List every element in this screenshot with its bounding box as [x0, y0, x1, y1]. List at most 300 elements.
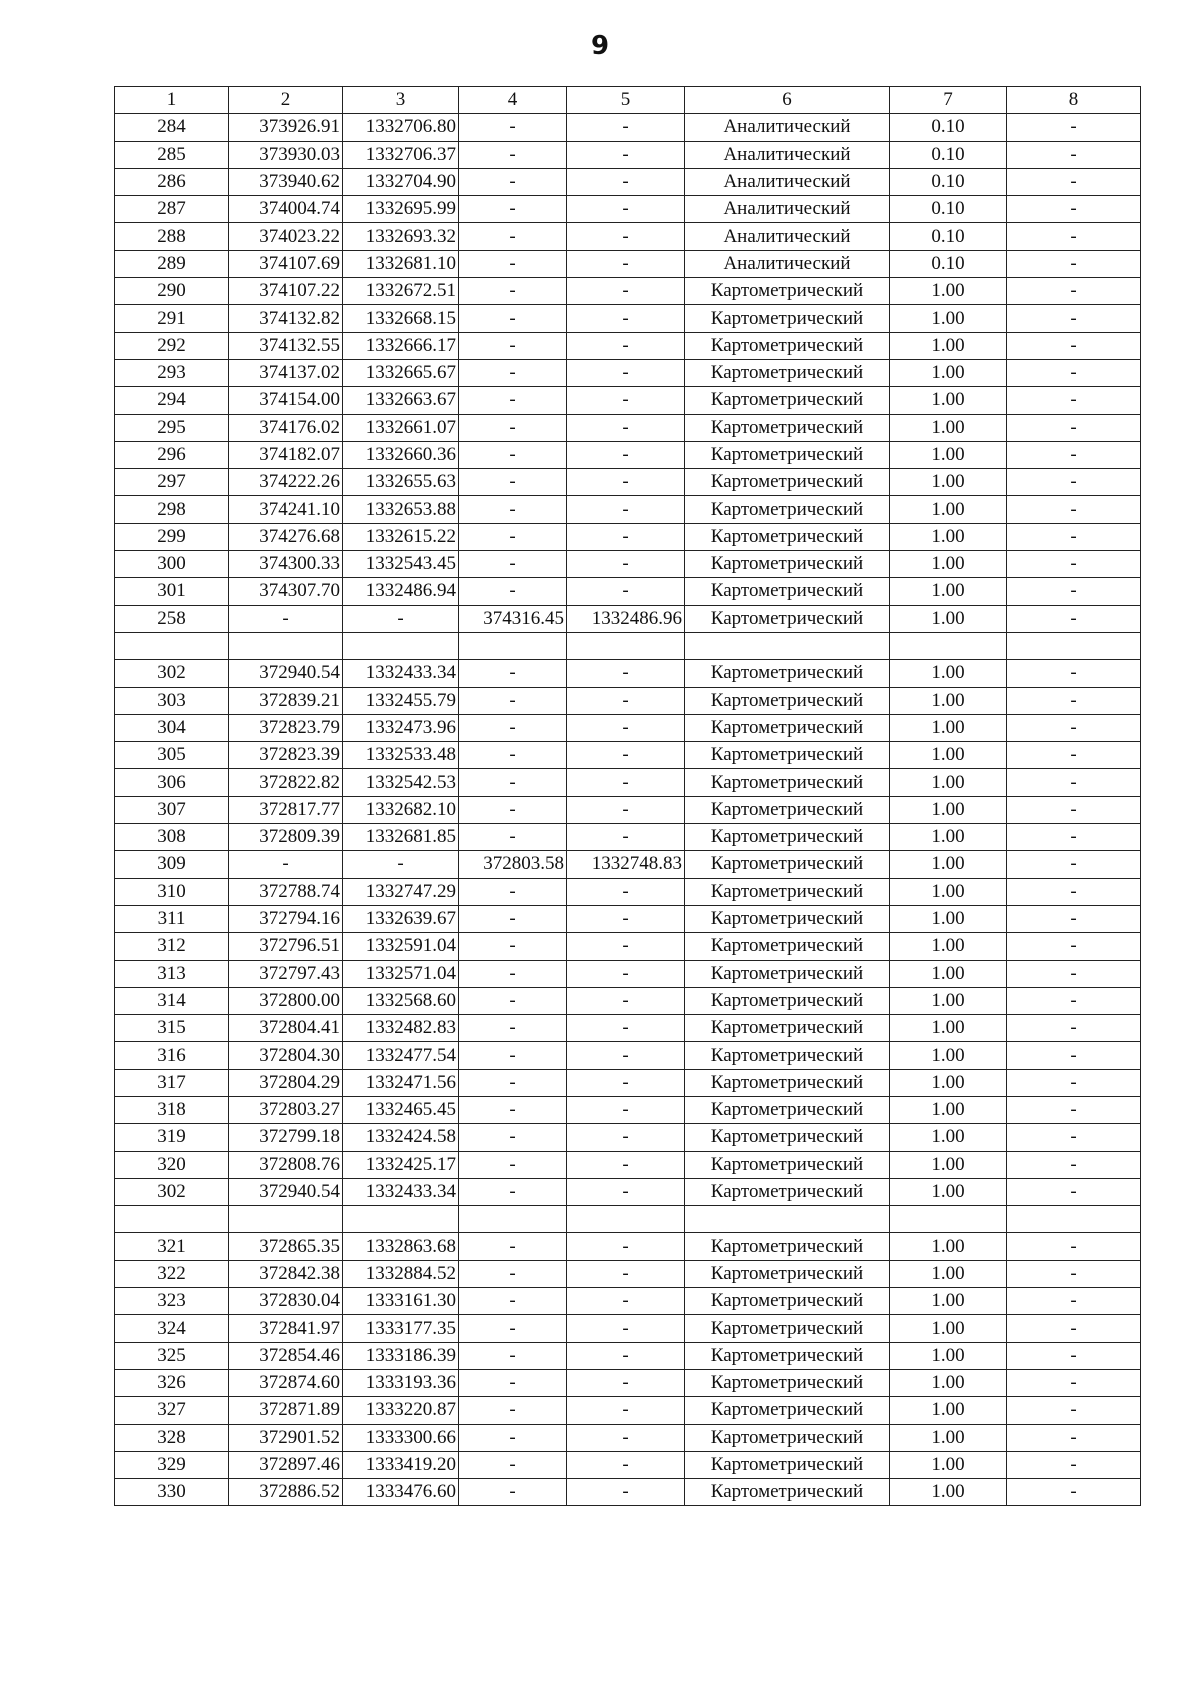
table-cell: 372817.77: [229, 796, 343, 823]
table-cell: 309: [115, 851, 229, 878]
table-cell: 1332543.45: [343, 551, 459, 578]
table-row: [115, 1342, 1141, 1369]
table-cell: 1333300.66: [343, 1424, 459, 1451]
table-cell: 1.00: [890, 605, 1007, 632]
table-cell: Картометрический: [685, 523, 890, 550]
table-cell: 1332748.83: [567, 851, 685, 878]
table-row: [115, 796, 1141, 823]
table-cell: 1332660.36: [343, 441, 459, 468]
table-cell: 374023.22: [229, 223, 343, 250]
table-cell: -: [459, 1479, 567, 1506]
table-cell: 1.00: [890, 1151, 1007, 1178]
table-cell: 330: [115, 1479, 229, 1506]
table-cell: -: [1007, 1424, 1141, 1451]
table-cell: -: [567, 960, 685, 987]
table-cell: 372808.76: [229, 1151, 343, 1178]
table-cell: 1.00: [890, 1315, 1007, 1342]
table-cell: 301: [115, 578, 229, 605]
table-row: [115, 687, 1141, 714]
table-cell: -: [567, 1315, 685, 1342]
table-cell: Аналитический: [685, 250, 890, 277]
table-cell: -: [1007, 1178, 1141, 1205]
table-row: [115, 769, 1141, 796]
table-row: [115, 1315, 1141, 1342]
table-cell: 1332863.68: [343, 1233, 459, 1260]
table-cell: 372871.89: [229, 1397, 343, 1424]
table-cell: 374276.68: [229, 523, 343, 550]
table-cell: Картометрический: [685, 305, 890, 332]
table-cell: 311: [115, 905, 229, 932]
table-cell: 322: [115, 1260, 229, 1287]
table-cell: Картометрический: [685, 824, 890, 851]
table-cell: 373926.91: [229, 114, 343, 141]
table-row: [115, 387, 1141, 414]
table-cell: -: [567, 278, 685, 305]
table-cell: 284: [115, 114, 229, 141]
table-row: [115, 168, 1141, 195]
table-cell: 1332665.67: [343, 359, 459, 386]
table-row: [115, 987, 1141, 1014]
table-cell: [229, 632, 343, 659]
table-cell: 1332655.63: [343, 469, 459, 496]
table-cell: 1332533.48: [343, 742, 459, 769]
table-cell: 1332661.07: [343, 414, 459, 441]
table-cell: 286: [115, 168, 229, 195]
table-cell: 1332477.54: [343, 1042, 459, 1069]
table-cell: -: [567, 742, 685, 769]
table-cell: -: [459, 305, 567, 332]
table-cell: -: [343, 851, 459, 878]
table-cell: Картометрический: [685, 1096, 890, 1123]
table-cell: 1332747.29: [343, 878, 459, 905]
table-cell: 1332433.34: [343, 660, 459, 687]
table-cell: 304: [115, 714, 229, 741]
table-cell: -: [459, 250, 567, 277]
table-cell: 1332471.56: [343, 1069, 459, 1096]
table-cell: [685, 1206, 890, 1233]
table-cell: -: [459, 141, 567, 168]
table-cell: 372874.60: [229, 1369, 343, 1396]
table-row: [115, 1233, 1141, 1260]
table-cell: 373940.62: [229, 168, 343, 195]
table-cell: -: [567, 387, 685, 414]
table-cell: Картометрический: [685, 660, 890, 687]
table-cell: 1.00: [890, 496, 1007, 523]
table-cell: 314: [115, 987, 229, 1014]
table-cell: -: [459, 223, 567, 250]
table-cell: -: [1007, 496, 1141, 523]
table-cell: 308: [115, 824, 229, 851]
table-cell: 1.00: [890, 441, 1007, 468]
table-cell: 1.00: [890, 1288, 1007, 1315]
table-cell: [1007, 632, 1141, 659]
table-cell: [685, 632, 890, 659]
table-cell: 374241.10: [229, 496, 343, 523]
table-cell: 300: [115, 551, 229, 578]
table-cell: Картометрический: [685, 1397, 890, 1424]
table-cell: -: [1007, 1369, 1141, 1396]
table-cell: 1.00: [890, 714, 1007, 741]
table-cell: -: [567, 414, 685, 441]
table-cell: [459, 1206, 567, 1233]
table-cell: Аналитический: [685, 168, 890, 195]
table-cell: [343, 1206, 459, 1233]
table-row: [115, 359, 1141, 386]
table-cell: Картометрический: [685, 687, 890, 714]
table-cell: -: [229, 605, 343, 632]
table-cell: -: [1007, 1069, 1141, 1096]
table-cell: [115, 632, 229, 659]
table-cell: 372940.54: [229, 660, 343, 687]
table-cell: 302: [115, 660, 229, 687]
table-cell: 1332465.45: [343, 1096, 459, 1123]
table-cell: 372897.46: [229, 1451, 343, 1478]
table-cell: 290: [115, 278, 229, 305]
table-cell: -: [459, 1342, 567, 1369]
table-cell: 1.00: [890, 1260, 1007, 1287]
table-cell: Картометрический: [685, 742, 890, 769]
table-cell: -: [459, 878, 567, 905]
table-cell: 372839.21: [229, 687, 343, 714]
table-row: [115, 305, 1141, 332]
table-cell: 1.00: [890, 933, 1007, 960]
table-cell: Картометрический: [685, 551, 890, 578]
table-cell: 1333161.30: [343, 1288, 459, 1315]
table-cell: 321: [115, 1233, 229, 1260]
table-cell: -: [459, 987, 567, 1014]
table-cell: 1332486.96: [567, 605, 685, 632]
table-cell: -: [459, 660, 567, 687]
table-cell: 1.00: [890, 1042, 1007, 1069]
table-cell: -: [459, 1424, 567, 1451]
table-cell: -: [459, 1369, 567, 1396]
table-cell: 1.00: [890, 551, 1007, 578]
table-cell: -: [1007, 551, 1141, 578]
table-cell: 295: [115, 414, 229, 441]
table-cell: 1.00: [890, 742, 1007, 769]
column-header: 7: [890, 87, 1007, 114]
table-cell: 0.10: [890, 223, 1007, 250]
table-cell: Картометрический: [685, 1260, 890, 1287]
table-cell: 372809.39: [229, 824, 343, 851]
table-cell: Картометрический: [685, 987, 890, 1014]
table-cell: [229, 1206, 343, 1233]
table-cell: 372803.27: [229, 1096, 343, 1123]
table-cell: -: [459, 1042, 567, 1069]
table-cell: -: [567, 141, 685, 168]
table-cell: -: [459, 578, 567, 605]
table-cell: 372797.43: [229, 960, 343, 987]
table-cell: 293: [115, 359, 229, 386]
table-body: [115, 114, 1141, 1506]
table-cell: 1.00: [890, 905, 1007, 932]
table-cell: -: [1007, 1260, 1141, 1287]
table-cell: -: [567, 1151, 685, 1178]
table-cell: -: [567, 196, 685, 223]
table-cell: Картометрический: [685, 1479, 890, 1506]
table-cell: -: [459, 1015, 567, 1042]
table-cell: 374222.26: [229, 469, 343, 496]
table-cell: 1332681.85: [343, 824, 459, 851]
table-cell: 288: [115, 223, 229, 250]
table-cell: 297: [115, 469, 229, 496]
table-cell: 1332455.79: [343, 687, 459, 714]
table-cell: -: [1007, 332, 1141, 359]
table-cell: 1332482.83: [343, 1015, 459, 1042]
table-cell: 1.00: [890, 414, 1007, 441]
table-cell: 1332653.88: [343, 496, 459, 523]
table-cell: 1.00: [890, 305, 1007, 332]
table-row: [115, 824, 1141, 851]
table-row: [115, 1151, 1141, 1178]
table-cell: -: [459, 496, 567, 523]
table-row: [115, 250, 1141, 277]
table-cell: Картометрический: [685, 1069, 890, 1096]
table-cell: 318: [115, 1096, 229, 1123]
table-cell: 316: [115, 1042, 229, 1069]
table-cell: -: [1007, 114, 1141, 141]
table-cell: -: [567, 1288, 685, 1315]
table-cell: 1332682.10: [343, 796, 459, 823]
table-cell: 1332706.37: [343, 141, 459, 168]
table-row: [115, 1178, 1141, 1205]
table-cell: 1332884.52: [343, 1260, 459, 1287]
table-row: [115, 960, 1141, 987]
table-cell: 372800.00: [229, 987, 343, 1014]
table-row: [115, 1479, 1141, 1506]
table-cell: 1332591.04: [343, 933, 459, 960]
table-cell: -: [1007, 660, 1141, 687]
table-cell: 258: [115, 605, 229, 632]
table-cell: -: [1007, 960, 1141, 987]
table-cell: -: [1007, 1233, 1141, 1260]
table-cell: -: [567, 578, 685, 605]
table-cell: Картометрический: [685, 796, 890, 823]
table-cell: -: [1007, 141, 1141, 168]
table-cell: -: [459, 1397, 567, 1424]
table-cell: 1.00: [890, 359, 1007, 386]
table-cell: Картометрический: [685, 278, 890, 305]
table-cell: 298: [115, 496, 229, 523]
table-cell: -: [567, 1096, 685, 1123]
table-cell: Картометрический: [685, 359, 890, 386]
table-cell: 1332706.80: [343, 114, 459, 141]
table-cell: Картометрический: [685, 332, 890, 359]
table-cell: -: [1007, 605, 1141, 632]
table-cell: 299: [115, 523, 229, 550]
table-cell: 1.00: [890, 660, 1007, 687]
table-cell: 325: [115, 1342, 229, 1369]
table-cell: 1.00: [890, 1124, 1007, 1151]
table-cell: 1.00: [890, 1479, 1007, 1506]
table-cell: -: [459, 359, 567, 386]
table-cell: Картометрический: [685, 1342, 890, 1369]
table-cell: -: [567, 1124, 685, 1151]
table-cell: 317: [115, 1069, 229, 1096]
table-cell: -: [1007, 441, 1141, 468]
table-cell: 1333177.35: [343, 1315, 459, 1342]
table-cell: -: [567, 660, 685, 687]
table-cell: -: [1007, 1315, 1141, 1342]
table-cell: -: [567, 1178, 685, 1205]
table-cell: -: [1007, 1124, 1141, 1151]
table-cell: -: [459, 469, 567, 496]
table-cell: -: [459, 742, 567, 769]
table-cell: -: [1007, 305, 1141, 332]
table-cell: [343, 632, 459, 659]
table-cell: -: [567, 551, 685, 578]
table-cell: 1332639.67: [343, 905, 459, 932]
table-cell: 310: [115, 878, 229, 905]
table-cell: -: [459, 1233, 567, 1260]
table-cell: -: [1007, 387, 1141, 414]
table-cell: 1.00: [890, 1424, 1007, 1451]
table-cell: 324: [115, 1315, 229, 1342]
table-cell: 372799.18: [229, 1124, 343, 1151]
table-cell: 1.00: [890, 387, 1007, 414]
table-cell: -: [1007, 824, 1141, 851]
table-cell: -: [1007, 1342, 1141, 1369]
table-cell: 372901.52: [229, 1424, 343, 1451]
column-header: 3: [343, 87, 459, 114]
table-cell: 1.00: [890, 878, 1007, 905]
table-cell: 1332666.17: [343, 332, 459, 359]
table-cell: 1332695.99: [343, 196, 459, 223]
table-cell: -: [567, 905, 685, 932]
table-cell: -: [1007, 714, 1141, 741]
table-row: [115, 851, 1141, 878]
table-cell: Картометрический: [685, 1015, 890, 1042]
table-cell: -: [459, 1451, 567, 1478]
table-cell: -: [1007, 1288, 1141, 1315]
table-cell: -: [567, 305, 685, 332]
table-cell: Картометрический: [685, 496, 890, 523]
table-row: [115, 278, 1141, 305]
table-cell: Картометрический: [685, 1124, 890, 1151]
table-cell: 372854.46: [229, 1342, 343, 1369]
table-row: [115, 114, 1141, 141]
table-row: [115, 1424, 1141, 1451]
table-cell: -: [229, 851, 343, 878]
table-cell: 313: [115, 960, 229, 987]
table-cell: 374132.82: [229, 305, 343, 332]
table-cell: [890, 632, 1007, 659]
table-cell: -: [567, 523, 685, 550]
table-cell: 372886.52: [229, 1479, 343, 1506]
table-cell: 1332615.22: [343, 523, 459, 550]
table-row: [115, 605, 1141, 632]
table-row: [115, 1015, 1141, 1042]
table-row: [115, 632, 1141, 659]
table-row: [115, 1069, 1141, 1096]
table-cell: Картометрический: [685, 1315, 890, 1342]
table-cell: -: [1007, 742, 1141, 769]
table-cell: Картометрический: [685, 1451, 890, 1478]
table-cell: -: [1007, 523, 1141, 550]
page-number: 9: [590, 31, 610, 61]
table-cell: -: [567, 1424, 685, 1451]
table-cell: 1.00: [890, 578, 1007, 605]
table-cell: Картометрический: [685, 1151, 890, 1178]
table-cell: -: [459, 1069, 567, 1096]
table-cell: -: [459, 1178, 567, 1205]
table-cell: -: [343, 605, 459, 632]
table-cell: -: [459, 387, 567, 414]
table-cell: -: [459, 278, 567, 305]
column-header: 4: [459, 87, 567, 114]
table-cell: 312: [115, 933, 229, 960]
table-cell: 1332704.90: [343, 168, 459, 195]
table-cell: -: [1007, 250, 1141, 277]
table-row: [115, 414, 1141, 441]
table-cell: Картометрический: [685, 441, 890, 468]
table-cell: [567, 1206, 685, 1233]
table-cell: 1.00: [890, 769, 1007, 796]
table-cell: -: [459, 687, 567, 714]
table-cell: 1333419.20: [343, 1451, 459, 1478]
table-cell: 315: [115, 1015, 229, 1042]
table-cell: -: [567, 496, 685, 523]
table-cell: Картометрический: [685, 933, 890, 960]
table-cell: 320: [115, 1151, 229, 1178]
table-cell: 1.00: [890, 987, 1007, 1014]
table-cell: 374154.00: [229, 387, 343, 414]
table-cell: Картометрический: [685, 769, 890, 796]
table-cell: -: [567, 1451, 685, 1478]
column-header: 5: [567, 87, 685, 114]
table-cell: -: [567, 824, 685, 851]
table-cell: 372804.41: [229, 1015, 343, 1042]
table-cell: 374176.02: [229, 414, 343, 441]
table-cell: [890, 1206, 1007, 1233]
table-cell: 0.10: [890, 250, 1007, 277]
table-cell: Картометрический: [685, 578, 890, 605]
table-cell: 374107.22: [229, 278, 343, 305]
table-cell: -: [459, 114, 567, 141]
table-cell: -: [459, 414, 567, 441]
table-cell: -: [567, 987, 685, 1014]
table-cell: 374107.69: [229, 250, 343, 277]
table-cell: -: [459, 960, 567, 987]
table-row: [115, 332, 1141, 359]
table-cell: -: [567, 1015, 685, 1042]
column-header: 8: [1007, 87, 1141, 114]
table-cell: -: [567, 1397, 685, 1424]
table-cell: 1.00: [890, 824, 1007, 851]
table-row: [115, 223, 1141, 250]
table-cell: -: [567, 769, 685, 796]
table-cell: [459, 632, 567, 659]
table-cell: -: [459, 332, 567, 359]
table-cell: 372794.16: [229, 905, 343, 932]
table-cell: Картометрический: [685, 1042, 890, 1069]
table-cell: 1.00: [890, 1369, 1007, 1396]
table-cell: -: [1007, 769, 1141, 796]
table-cell: 0.10: [890, 141, 1007, 168]
table-cell: 373930.03: [229, 141, 343, 168]
table-cell: -: [1007, 1015, 1141, 1042]
table-cell: -: [567, 332, 685, 359]
table-cell: [115, 1206, 229, 1233]
table-cell: 1.00: [890, 1069, 1007, 1096]
table-cell: Аналитический: [685, 223, 890, 250]
table-cell: 323: [115, 1288, 229, 1315]
table-cell: 1333220.87: [343, 1397, 459, 1424]
table-row: [115, 1451, 1141, 1478]
table-cell: -: [1007, 1151, 1141, 1178]
table-cell: -: [459, 796, 567, 823]
table-cell: 326: [115, 1369, 229, 1396]
